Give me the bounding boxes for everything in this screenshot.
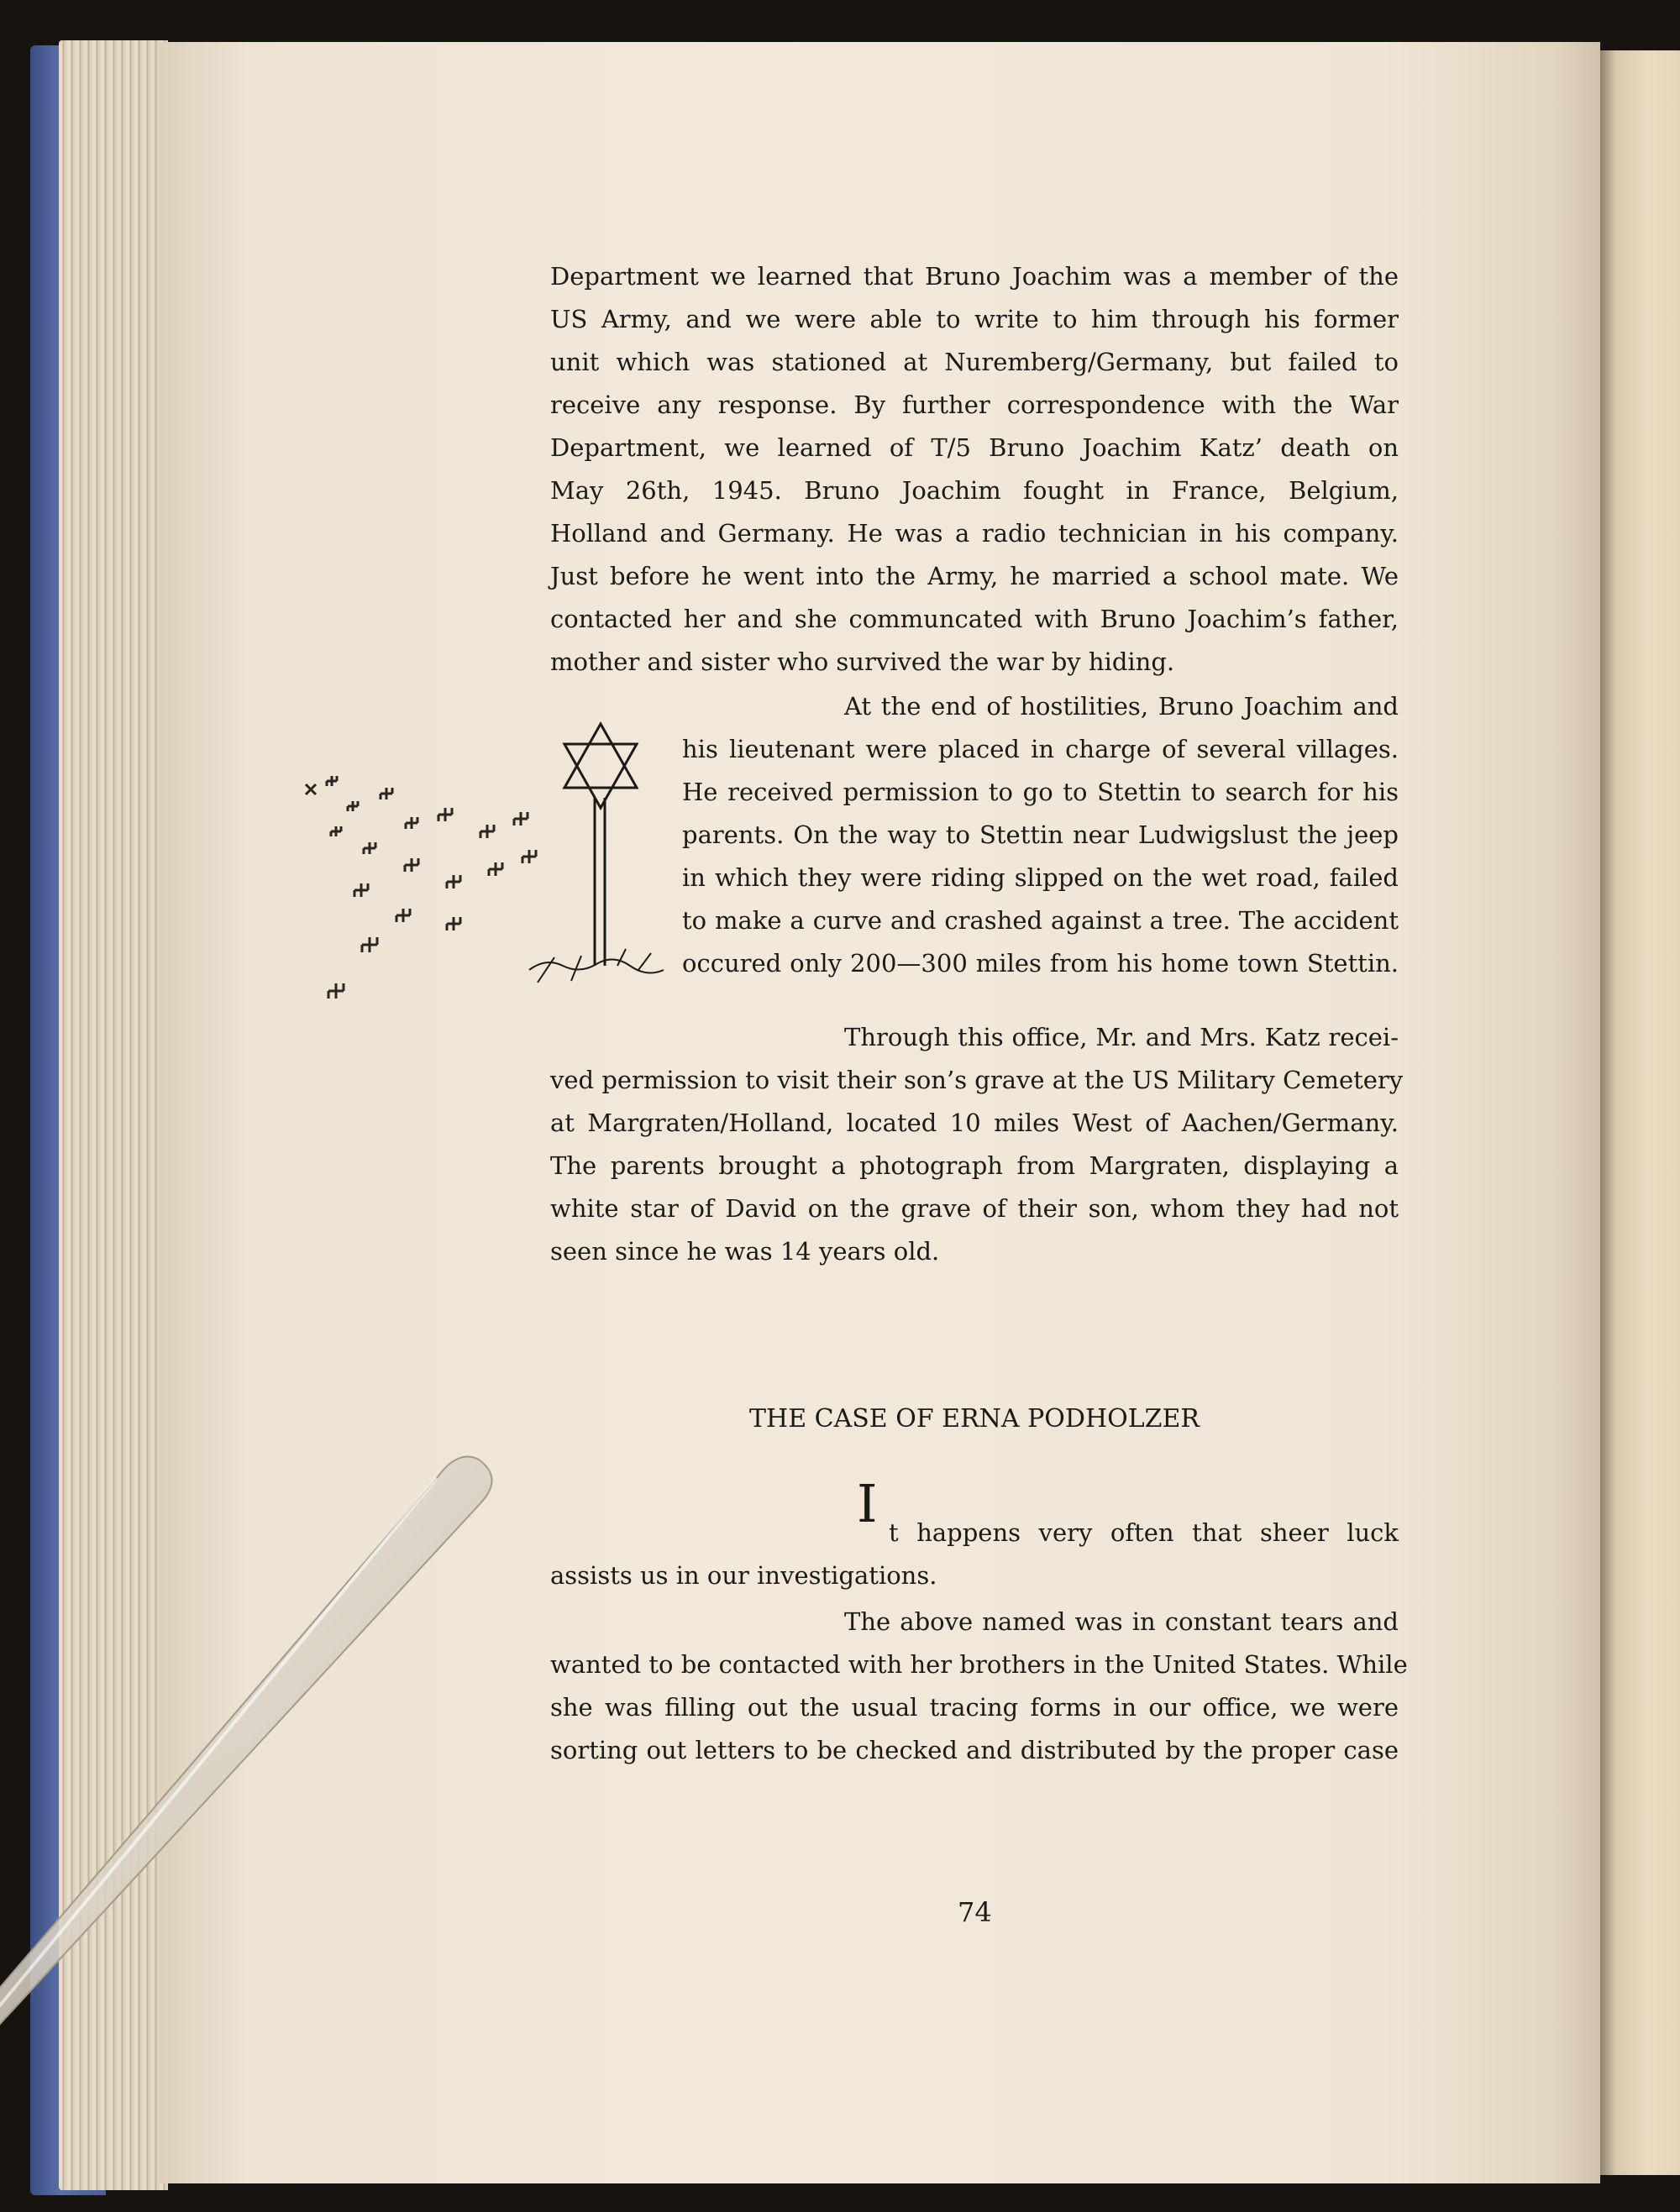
text-line: receive any response. By further correspondence with the War: [550, 391, 1399, 419]
text-line: The parents brought a photograph from Margraten, displaying a: [550, 1151, 1399, 1180]
text-line: ved permission to visit their son’s grave at the US Military Cemetery: [550, 1066, 1404, 1094]
star-grave-illustration: [286, 714, 672, 1025]
text-line: t happens very often that sheer luck: [889, 1518, 1399, 1547]
page-weight-tool: [0, 1444, 504, 2032]
text-line: Holland and Germany. He was a radio technician in his company.: [550, 519, 1399, 548]
text-line: sorting out letters to be checked and distributed by the proper case: [550, 1736, 1399, 1764]
text-line: at Margraten/Holland, located 10 miles West of Aachen/Germany.: [550, 1109, 1399, 1137]
text-line: seen since he was 14 years old.: [550, 1237, 940, 1266]
page-number: 74: [958, 1896, 992, 1928]
text-line: US Army, and we were able to write to him through his former: [550, 305, 1399, 333]
text-line: she was filling out the usual tracing forms in our office, we were: [550, 1693, 1399, 1722]
text-line: At the end of hostilities, Bruno Joachim and: [844, 692, 1399, 721]
text-line: his lieutenant were placed in charge of several villages.: [682, 735, 1399, 763]
text-line: May 26th, 1945. Bruno Joachim fought in France, Belgium,: [550, 476, 1399, 505]
section-heading: THE CASE OF ERNA PODHOLZER: [749, 1404, 1200, 1434]
text-line: to make a curve and crashed against a tree. The accident: [682, 906, 1399, 935]
text-line: assists us in our investigations.: [550, 1561, 937, 1590]
facing-page-edge: [1600, 50, 1680, 2175]
text-line: Department we learned that Bruno Joachim was a member of the: [550, 262, 1399, 291]
text-line: white star of David on the grave of their son, whom they had not: [550, 1194, 1399, 1223]
text-line: occured only 200—300 miles from his home town Stettin.: [682, 949, 1399, 978]
scattered-cross-marks: [306, 776, 536, 999]
drop-cap: I: [857, 1473, 878, 1534]
text-line: Just before he went into the Army, he married a school mate. We: [550, 562, 1399, 590]
text-line: Through this office, Mr. and Mrs. Katz recei-: [844, 1023, 1399, 1051]
star-of-david-icon: [529, 724, 664, 983]
text-line: The above named was in constant tears and: [844, 1607, 1399, 1636]
text-line: in which they were riding slipped on the wet road, failed: [682, 863, 1399, 892]
text-line: mother and sister who survived the war by hiding.: [550, 647, 1175, 676]
text-line: He received permission to go to Stettin to search for his: [682, 778, 1399, 806]
text-line: Department, we learned of T/5 Bruno Joachim Katz’ death on: [550, 433, 1399, 462]
text-line: wanted to be contacted with her brothers in the United States. While: [550, 1650, 1408, 1679]
text-line: parents. On the way to Stettin near Ludwigslust the jeep: [682, 820, 1399, 849]
text-line: unit which was stationed at Nuremberg/Germany, but failed to: [550, 348, 1399, 376]
text-line: contacted her and she communcated with Bruno Joachim’s father,: [550, 605, 1399, 633]
